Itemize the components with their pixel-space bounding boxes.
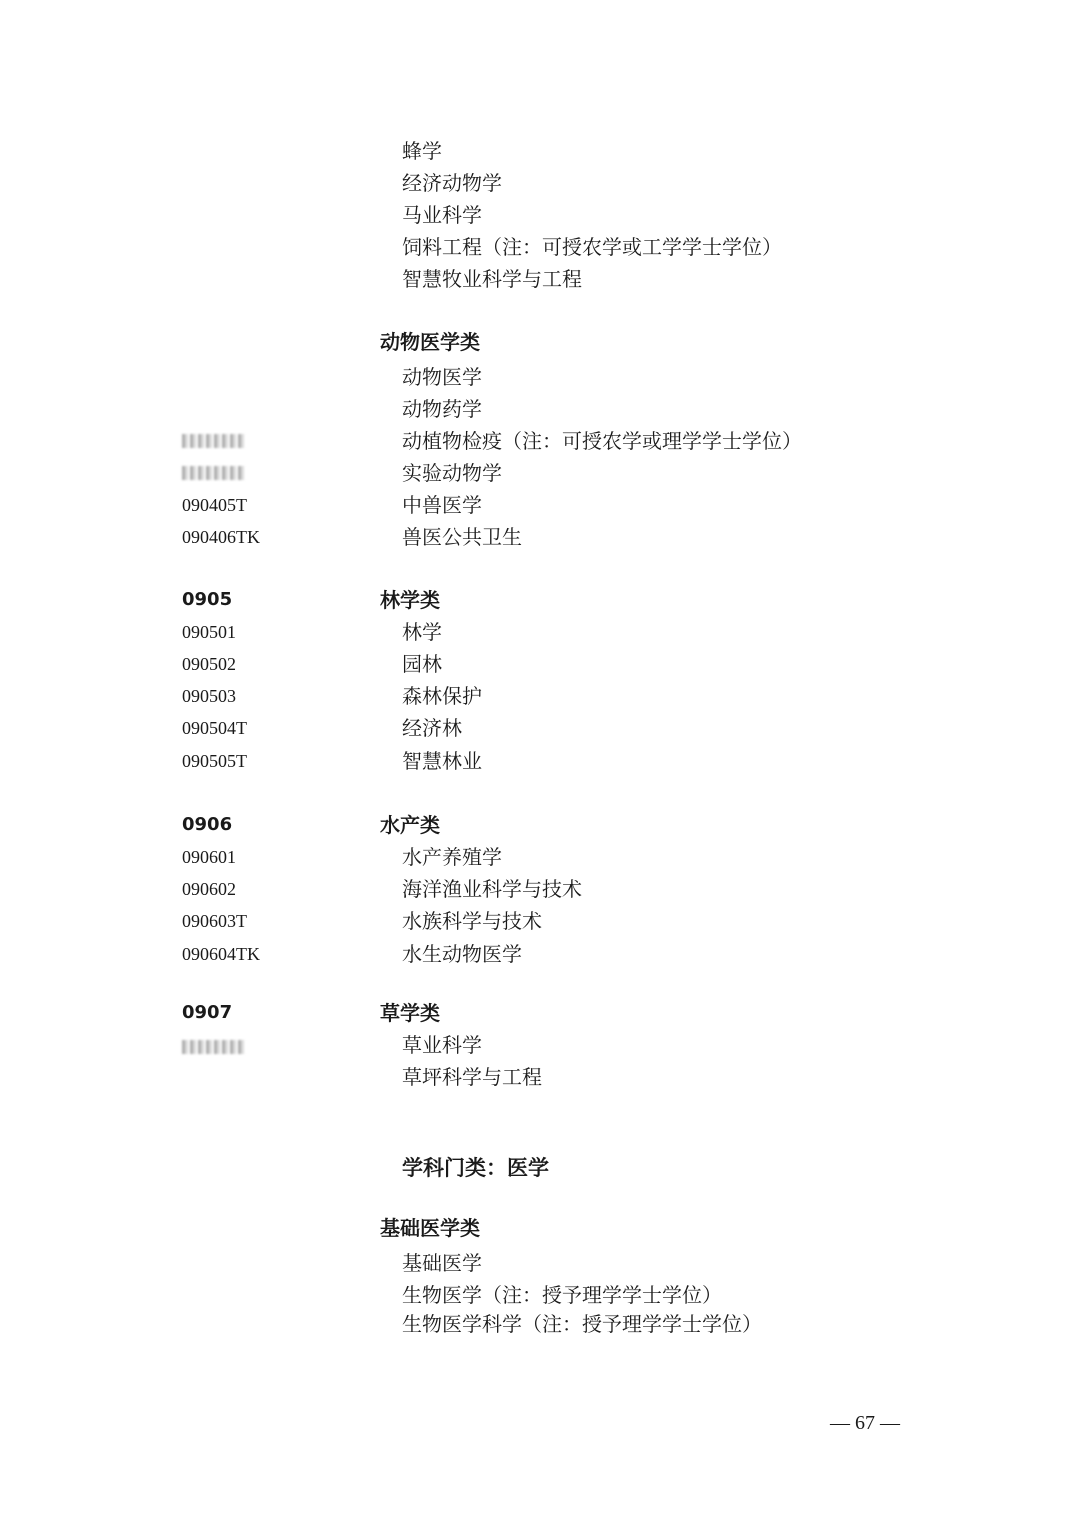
major-name: 水产养殖学 bbox=[402, 845, 502, 869]
major-name: 生物医学（注：授予理学学士学位） bbox=[402, 1283, 722, 1307]
major-name: 园林 bbox=[402, 652, 442, 676]
major-name: 兽医公共卫生 bbox=[402, 525, 522, 549]
major-code: 090604TK bbox=[182, 944, 260, 964]
major-name: 林学 bbox=[402, 620, 442, 644]
category-code: 0906 bbox=[182, 814, 233, 835]
major-name: 马业科学 bbox=[402, 203, 482, 227]
major-name: 草业科学 bbox=[402, 1033, 482, 1057]
category-name: 动物医学类 bbox=[380, 330, 480, 354]
major-name: 实验动物学 bbox=[402, 461, 502, 485]
major-name: 智慧林业 bbox=[402, 749, 482, 773]
major-name: 基础医学 bbox=[402, 1251, 482, 1275]
major-name: 海洋渔业科学与技术 bbox=[402, 877, 582, 901]
major-name: 生物医学科学（注：授予理学学士学位） bbox=[402, 1312, 762, 1336]
page-number: — 67 — bbox=[830, 1412, 900, 1434]
category-code: 0907 bbox=[182, 1002, 233, 1023]
major-name: 经济林 bbox=[402, 716, 462, 740]
major-name: 经济动物学 bbox=[402, 171, 502, 195]
smudged-code bbox=[182, 434, 244, 448]
major-code: 090503 bbox=[182, 686, 236, 706]
category-code: 0905 bbox=[182, 589, 233, 610]
major-name: 动植物检疫（注：可授农学或理学学士学位） bbox=[402, 429, 802, 453]
category-name: 水产类 bbox=[380, 813, 440, 837]
major-name: 森林保护 bbox=[402, 684, 482, 708]
category-name: 林学类 bbox=[380, 588, 440, 612]
major-code: 090405T bbox=[182, 495, 247, 515]
major-name: 智慧牧业科学与工程 bbox=[402, 267, 582, 291]
major-code: 090603T bbox=[182, 911, 247, 931]
smudged-code bbox=[182, 466, 244, 480]
major-code: 090502 bbox=[182, 654, 236, 674]
discipline-heading: 学科门类：医学 bbox=[402, 1156, 549, 1180]
major-name: 水族科学与技术 bbox=[402, 909, 542, 933]
major-name: 动物医学 bbox=[402, 365, 482, 389]
major-name: 中兽医学 bbox=[402, 493, 482, 517]
smudged-code bbox=[182, 1040, 244, 1054]
major-name: 草坪科学与工程 bbox=[402, 1065, 542, 1089]
major-code: 090504T bbox=[182, 718, 247, 738]
major-code: 090406TK bbox=[182, 527, 260, 547]
category-name: 基础医学类 bbox=[380, 1216, 480, 1240]
major-name: 饲料工程（注：可授农学或工学学士学位） bbox=[402, 235, 782, 259]
major-name: 水生动物医学 bbox=[402, 942, 522, 966]
major-code: 090601 bbox=[182, 847, 236, 867]
major-code: 090501 bbox=[182, 622, 236, 642]
major-code: 090602 bbox=[182, 879, 236, 899]
category-name: 草学类 bbox=[380, 1001, 440, 1025]
major-name: 动物药学 bbox=[402, 397, 482, 421]
major-code: 090505T bbox=[182, 751, 247, 771]
major-name: 蜂学 bbox=[402, 139, 442, 163]
